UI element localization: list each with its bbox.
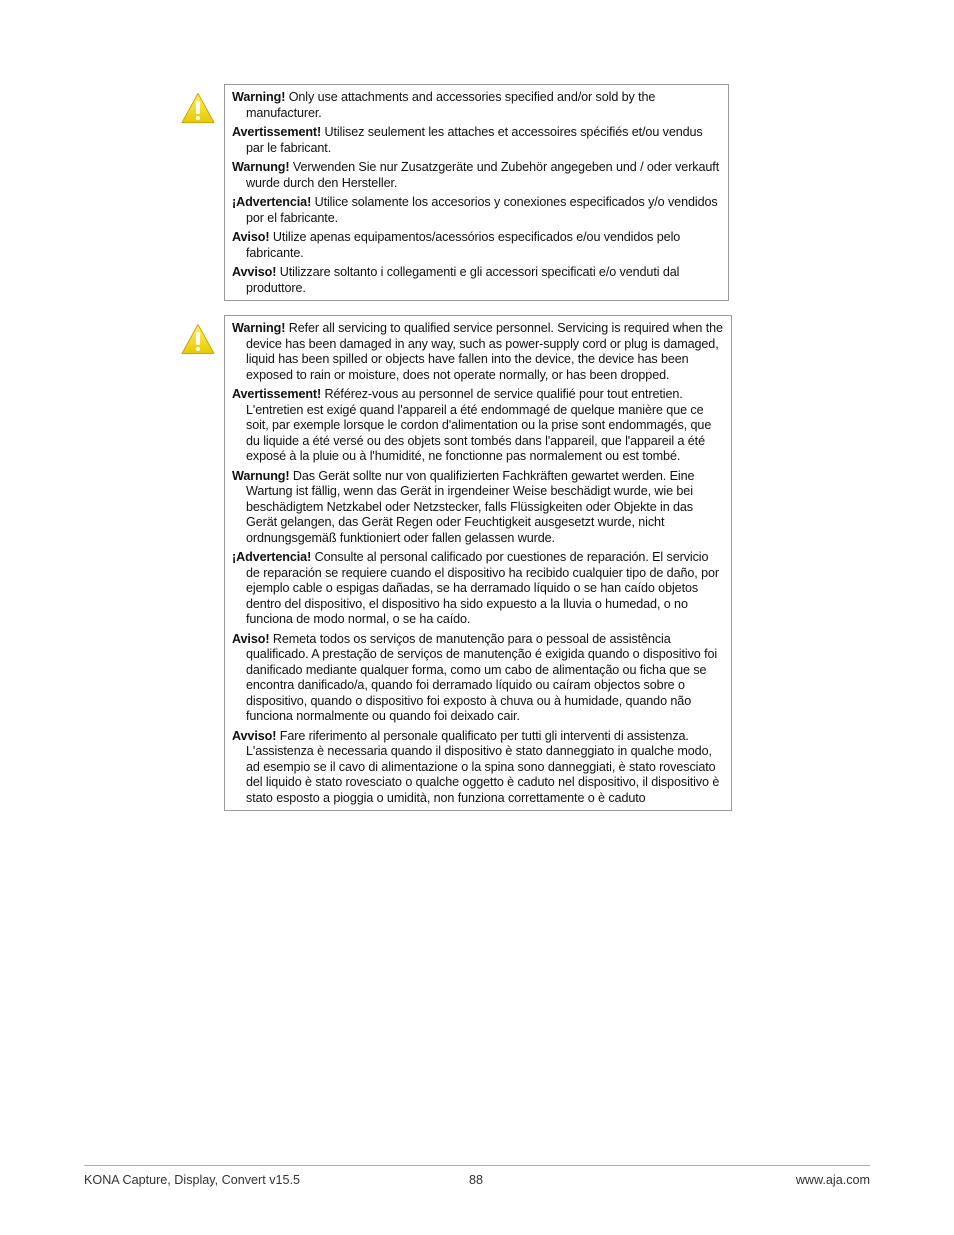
entry-text: Fare riferimento al personale qualificato per tutti gli interventi di assistenza. L'assistenza è necessaria quando il dispositivo è stato danneggiato in qualche modo, ad esempio se il cavo di alimentazione o la spina sono danneggiati, è stato rovesciato del liquido è stato rovesciato o qualche oggetto è caduto nel dispositivo, il dispositivo è stato esposto a pioggia o umidità, non funziona correttamente o è caduto <box>246 728 720 805</box>
entry-label: Aviso! <box>232 631 270 646</box>
notice-entry-de <box>232 469 725 547</box>
entry-text: Refer all servicing to qualified service personnel. Servicing is required when the device has been damaged in any way, such as power-supply cord or plug is damaged, liquid has been spilled or objects have fallen into the device, the device has been exposed to rain or moisture, does not operate normally, or has been dropped. <box>246 321 723 382</box>
entry-text: Référez-vous au personnel de service qualifié pour tout entretien. L'entretien est exigé quand l'appareil a été endommagé de quelque manière que ce soit, par exemple lorsque le cordon d'alimentation ou la prise sont endommagés, que du liquide a été versé ou des objets sont tombés dans l'appareil, que l'appareil a été exposé à la pluie ou à l'humidité, ne fonctionne pas normalement ou est tombé. <box>246 387 712 463</box>
entry-label: ¡Advertencia! <box>232 550 312 564</box>
notice-entry-pt <box>232 632 725 725</box>
entry-label: Warnung! <box>232 468 290 483</box>
warning-triangle-icon <box>181 323 215 355</box>
footer-divider <box>84 1165 870 1166</box>
entry-label: ¡Advertencia! <box>232 195 312 209</box>
entry-text: Only use attachments and accessories specified and/or sold by the manufacturer. <box>246 90 656 120</box>
notice-entry-it <box>232 265 722 296</box>
entry-text: Utilizzare soltanto i collegamenti e gli accessori specificati e/o venduti dal produttore. <box>246 265 680 295</box>
entry-text: Utilize apenas equipamentos/acessórios especificados e/ou vendidos pelo fabricante. <box>246 230 681 260</box>
warning-triangle-icon <box>181 92 215 124</box>
notice-entry-it <box>232 729 725 807</box>
entry-label: Avertissement! <box>232 125 322 139</box>
entry-text: Utilice solamente los accesorios y conexiones especificados y/o vendidos por el fabricante. <box>246 195 718 225</box>
entry-label: Aviso! <box>232 230 270 244</box>
notice-entry-en <box>232 90 722 121</box>
notice-entry-es <box>232 550 725 628</box>
entry-label: Avertissement! <box>232 387 322 401</box>
footer-doc-title: KONA Capture, Display, Convert v15.5 <box>84 1173 301 1187</box>
warning-notice-servicing <box>224 315 732 811</box>
notice-entry-de <box>232 160 722 191</box>
notice-entry-fr <box>232 125 722 156</box>
entry-text: Utilisez seulement les attaches et accessoires spécifiés et/ou vendus par le fabricant. <box>246 125 703 155</box>
footer-page-number: 88 <box>469 1173 484 1187</box>
entry-label: Warning! <box>232 90 286 104</box>
entry-text: Verwenden Sie nur Zusatzgeräte und Zubehör angegeben und / oder verkauft wurde durch den Hersteller. <box>246 160 720 190</box>
entry-label: Avviso! <box>232 728 277 743</box>
entry-label: Warnung! <box>232 160 290 174</box>
notice-entry-en <box>232 321 725 383</box>
entry-text: Remeta todos os serviços de manutenção para o pessoal de assistência qualificado. A prestação de serviços de manutenção é exigida quando o dispositivo foi danificado mediante qualquer forma, como um cabo de alimentação ou ficha que se encontra danificado/a, quando foi derramado líquido ou caíram objectos sobre o dispositivo, quando o dispositivo foi exposto à chuva ou à humidade, quando não funciona normalmente ou quando foi deixado cair. <box>246 631 718 723</box>
entry-text: Consulte al personal calificado por cuestiones de reparación. El servicio de reparación se requiere cuando el dispositivo ha recibido cualquier tipo de daño, por ejemplo cable o espigas dañadas, se ha derramado líquido o se han caído objetos dentro del dispositivo, el dispositivo ha sido expuesto a la lluvia o humedad, o no funciona de modo normal, o se ha caído. <box>246 550 719 626</box>
entry-label: Avviso! <box>232 265 277 279</box>
footer-website: www.aja.com <box>795 1173 870 1187</box>
entry-label: Warning! <box>232 321 286 335</box>
notice-entry-fr <box>232 387 725 465</box>
entry-text: Das Gerät sollte nur von qualifizierten Fachkräften gewartet werden. Eine Wartung ist fällig, wenn das Gerät in irgendeiner Weise beschädigt wurde, wie bei beschädigtem Netzkabel oder Netzstecker, falls Flüssigkeiten oder Objekte in das Gerät gelangen, das Gerät Regen oder Feuchtigkeit ausgesetzt wurde, nicht ordnungsgemäß funktioniert oder fallen gelassen wurde. <box>246 468 695 545</box>
warning-notice-accessories <box>224 84 729 301</box>
notice-entry-pt <box>232 230 722 261</box>
notice-entry-es <box>232 195 722 226</box>
